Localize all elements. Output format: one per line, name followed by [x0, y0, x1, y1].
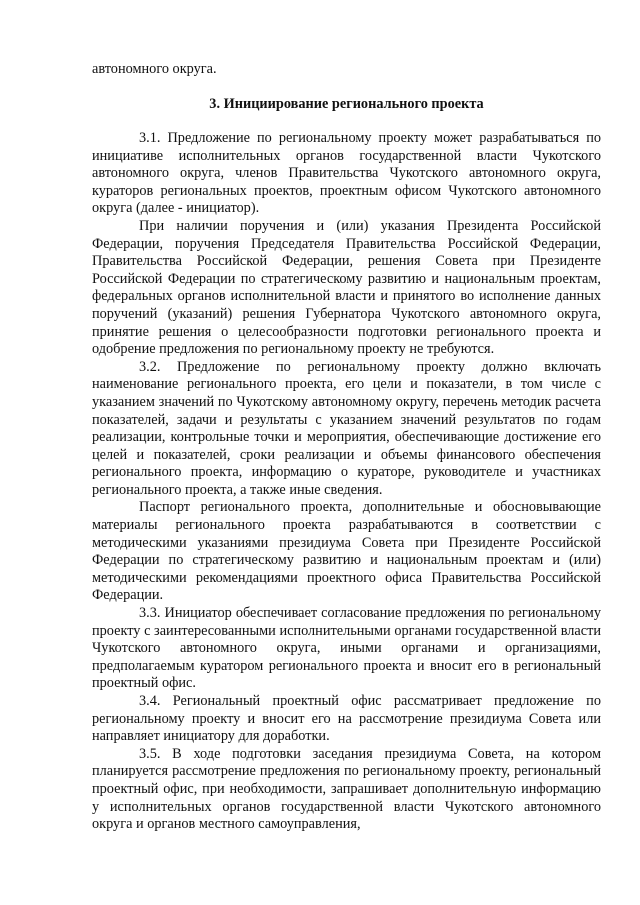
paragraph-3-1: 3.1. Предложение по региональному проекту может разрабатываться по инициативе исполнительных органов государственной власти Чукотского автономного округа, членов Правительства Чукотского автономного округа, кураторов региональных проектов, проектным офисом Чукотского автономного округа (далее - инициатор). [92, 130, 601, 217]
paragraph-project-passport: Паспорт регионального проекта, дополнительные и обосновывающие материалы регионального проекта разрабатываются в соответствии с методическими указаниями президиума Совета при Президенте Российской Федерации по стратегическому развитию и национальным проектам и (или) методическими рекомендациями проектного офиса Правительства Российской Федерации. [92, 499, 601, 604]
paragraph-presidential-instructions: При наличии поручения и (или) указания Президента Российской Федерации, поручения Председателя Правительства Российской Федерации, Правительства Российской Федерации, решения Совета при Президенте Российской Федерации по стратегическому развитию и национальным проектам, федеральных органов исполнительной власти и принятого во исполнение данных поручений (указаний) решения Губернатора Чукотского автономного округа, принятие решения о целесообразности подготовки регионального проекта и одобрение предложения по региональному проекту не требуются. [92, 217, 601, 358]
section-body [92, 130, 601, 834]
paragraph-3-5: 3.5. В ходе подготовки заседания президиума Совета, на котором планируется рассмотрение предложения по региональному проекту, региональный проектный офис, при необходимости, запрашивает дополнительную информацию у исполнительных органов государственной власти Чукотского автономного округа и органов местного самоуправления, [92, 745, 601, 833]
paragraph-3-2: 3.2. Предложение по региональному проекту должно включать наименование регионального проекта, его цели и показатели, в том числе с указанием значений по Чукотскому автономному округу, перечень методик расчета показателей, задачи и результаты с указанием значений результатов по годам реализации, контрольные точки и мероприятия, обеспечивающие достижение его целей и показателей, сроки реализации и объемы финансового обеспечения регионального проекта, информацию о кураторе, руководителе и участниках регионального проекта, а также иные сведения. [92, 358, 601, 498]
paragraph-3-3: 3.3. Инициатор обеспечивает согласование предложения по региональному проекту с заинтересованными исполнительными органами государственной власти Чукотского автономного округа, иными органами и организациями, предполагаемым куратором регионального проекта и вносит его в региональный проектный офис. [92, 605, 601, 692]
paragraph-3-4: 3.4. Региональный проектный офис рассматривает предложение по региональному проекту и вносит его на рассмотрение президиума Совета или направляет инициатору для доработки. [92, 693, 601, 745]
lead-line: автономного округа. [92, 61, 217, 77]
section-heading: 3. Инициирование регионального проекта [209, 96, 484, 112]
